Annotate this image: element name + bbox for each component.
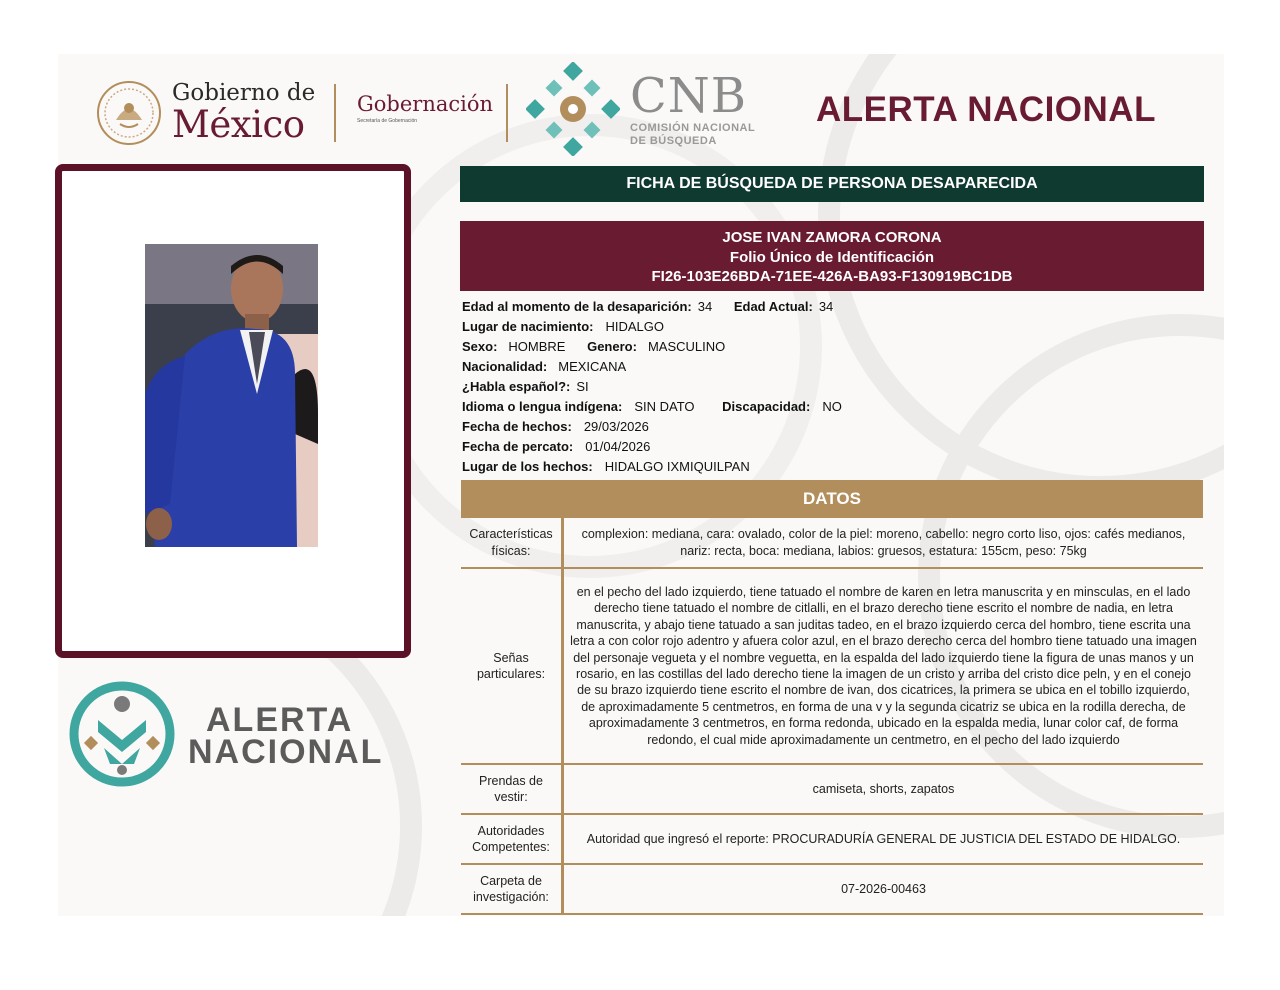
table-row — [461, 764, 1203, 814]
lugar-nac-label: Lugar de nacimiento: — [462, 319, 594, 334]
person-id-bar — [460, 221, 1204, 291]
cnb-logo-text — [630, 70, 755, 148]
cnb-emblem-icon — [526, 62, 620, 156]
gobernacion-logo — [357, 92, 493, 124]
gobierno-line2: México — [172, 103, 305, 146]
edad-actual-label: Edad Actual: — [733, 299, 813, 314]
table-row — [461, 864, 1203, 914]
datos-value: Autoridad que ingresó el reporte: PROCURADURÍA GENERAL DE JUSTICIA DEL ESTADO DE HIDALGO. — [563, 814, 1204, 864]
field-row — [462, 297, 860, 317]
gobernacion-subtitle: Secretaría de Gobernación — [357, 118, 418, 124]
table-row — [461, 518, 1203, 568]
datos-label: Autoridades Competentes: — [461, 814, 563, 864]
header-divider — [506, 84, 508, 142]
lugar-hechos-value: HIDALGO IXMIQUILPAN — [604, 459, 750, 474]
field-row — [462, 317, 860, 337]
datos-label: Carpeta de investigación: — [461, 864, 563, 914]
datos-header: DATOS — [461, 480, 1203, 518]
genero-label: Genero: — [587, 339, 637, 354]
sexo-label: Sexo: — [462, 339, 498, 354]
person-name: JOSE IVAN ZAMORA CORONA — [722, 229, 942, 246]
discapacidad-label: Discapacidad: — [722, 399, 811, 414]
datos-table — [461, 518, 1203, 915]
lugar-nac-value: HIDALGO — [605, 319, 664, 334]
field-row — [462, 377, 860, 397]
espanol-label: ¿Habla español?: — [462, 379, 571, 394]
field-row — [462, 357, 860, 377]
header-divider — [334, 84, 336, 142]
datos-label: Características físicas: — [461, 518, 563, 568]
table-row — [461, 568, 1203, 764]
datos-value: en el pecho del lado izquierdo, tiene tatuado el nombre de karen en letra manuscrita y en minsculas, en el lado derecho tiene tatuado el nombre de citlalli, en el brazo derecho tiene escrito el nombre de nadia, en letra manuscrita, y abajo tiene tatuado a san juditas tadeo, en el brazo izquierdo cerca del hombro, tiene escrita una letra a con color rojo adentro y afuera color azul, en el brazo derecho cerca del hombro tiene tatuado una imagen del personaje vegueta y el nombre veguetta, en la espalda del lado izquierdo tiene la figura de unas manos y un rosario, en las costillas del lado derecho tiene la imagen de un cristo y arriba del cristo dice peln, y en el conejo de su brazo izquierdo tiene escrito el nombre de ivan, dos cicatrices, la primera se ubica en el tobillo izquierdo, de aproximadamente 5 centmetros, en forma de una v y la segunda cicatriz se ubica en la rodilla derecha, de aproximadamente 3 centmetros, en forma redonda, ubicado en la espalda media, lunar color caf, de forma redondo, el cual mide aproximadamente un centmetro, en el pecho del lado izquierdo — [563, 568, 1204, 764]
header — [0, 0, 1280, 160]
cnb-acronym: CNB — [630, 68, 747, 124]
nacionalidad-label: Nacionalidad: — [462, 359, 548, 374]
folio-value: FI26-103E26BDA-71EE-426A-BA93-F130919BC1DB — [651, 268, 1013, 285]
cnb-line2: DE BÚSQUEDA — [630, 135, 717, 147]
datos-label: Señas particulares: — [461, 568, 563, 764]
alerta-nacional-title: ALERTA NACIONAL — [816, 90, 1156, 129]
table-row — [461, 814, 1203, 864]
mexico-seal-icon — [96, 80, 162, 146]
idioma-label: Idioma o lengua indígena: — [462, 399, 623, 414]
person-photo-illustration — [145, 244, 318, 547]
person-info-fields — [462, 297, 860, 477]
alerta-nacional-emblem-icon — [68, 680, 176, 788]
fecha-percato-label: Fecha de percato: — [462, 439, 574, 454]
gobierno-de-mexico-logo — [172, 80, 316, 146]
alerta-nacional-logo-text — [188, 701, 384, 771]
edad-desap-label: Edad al momento de la desaparición: — [462, 299, 692, 314]
gobernacion-title: Gobernación — [357, 92, 494, 116]
espanol-value: SI — [576, 379, 589, 394]
field-row — [462, 437, 860, 457]
field-row — [462, 417, 860, 437]
alerta-logo-line1: ALERTA — [206, 701, 354, 739]
edad-desap-value: 34 — [697, 299, 713, 314]
sexo-value: HOMBRE — [508, 339, 566, 354]
nacionalidad-value: MEXICANA — [558, 359, 627, 374]
alerta-logo-line2: NACIONAL — [188, 733, 384, 771]
field-row — [462, 457, 860, 477]
ficha-title-bar: FICHA DE BÚSQUEDA DE PERSONA DESAPARECIDA — [460, 166, 1204, 202]
field-row — [462, 337, 860, 357]
idioma-value: SIN DATO — [634, 399, 695, 414]
datos-value: camiseta, shorts, zapatos — [563, 764, 1204, 814]
discapacidad-value: NO — [822, 399, 842, 414]
fecha-hechos-label: Fecha de hechos: — [462, 419, 572, 434]
datos-value: complexion: mediana, cara: ovalado, color de la piel: moreno, cabello: negro corto liso, ojos: cafés medianos, nariz: recta, boca: mediana, labios: gruesos, estatura: 155cm, peso: 75kg — [563, 518, 1204, 568]
datos-label: Prendas de vestir: — [461, 764, 563, 814]
person-photo — [145, 244, 318, 547]
fecha-hechos-value: 29/03/2026 — [583, 419, 649, 434]
lugar-hechos-label: Lugar de los hechos: — [462, 459, 593, 474]
edad-actual-value: 34 — [818, 299, 834, 314]
fecha-percato-value: 01/04/2026 — [585, 439, 651, 454]
cnb-line1: COMISIÓN NACIONAL — [630, 122, 756, 134]
folio-label: Folio Único de Identificación — [729, 248, 935, 266]
datos-value: 07-2026-00463 — [563, 864, 1204, 914]
field-row — [462, 397, 860, 417]
genero-value: MASCULINO — [647, 339, 726, 354]
gobierno-line1: Gobierno de — [172, 80, 316, 106]
